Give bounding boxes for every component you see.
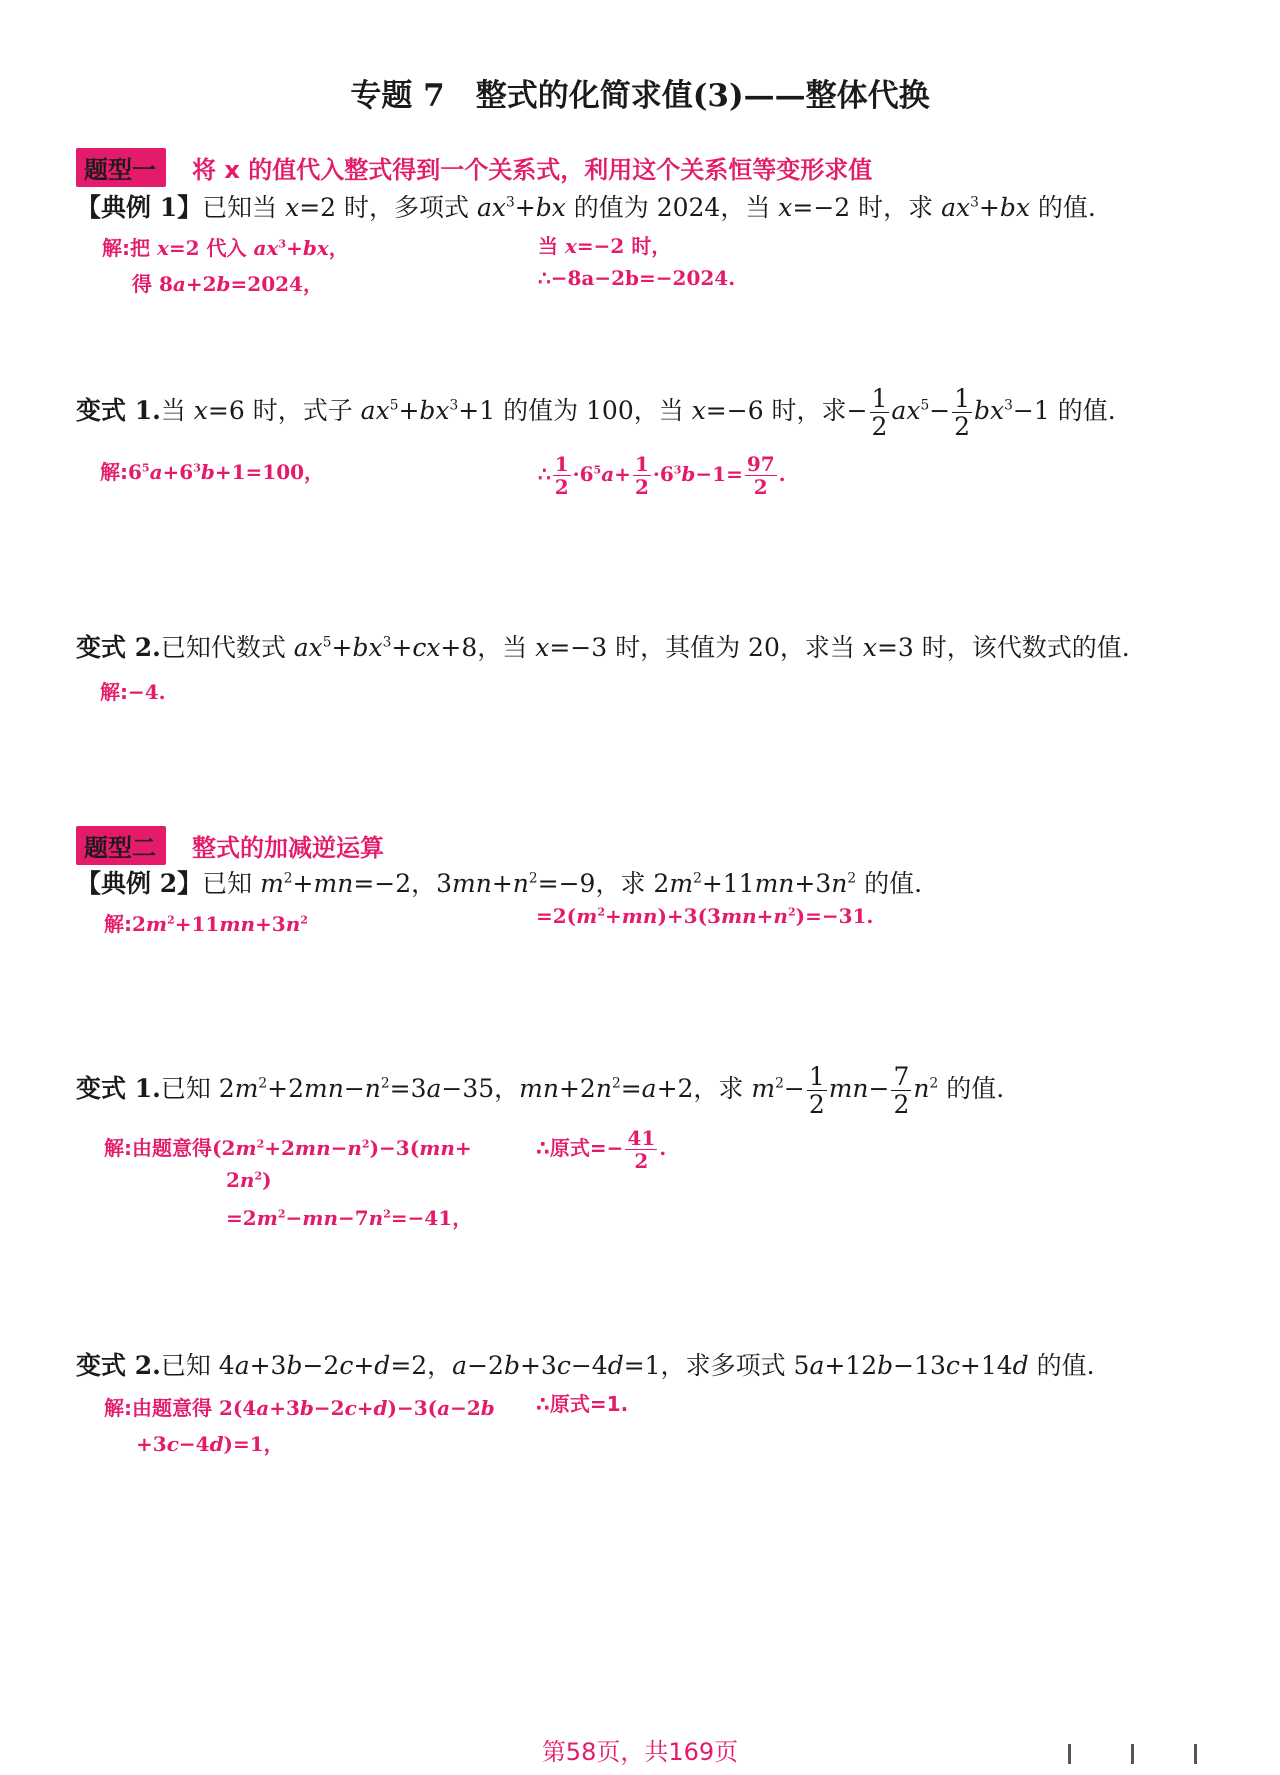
s2-variant-2-solution-right: ∴原式=1. — [536, 1392, 629, 1416]
page-number: 第58页，共169页 — [541, 1738, 739, 1766]
s1-variant-1-solution-right: ∴ $\frac{1}{2}$ $\cdot 6^5a+$ $\frac{1}{2}$ $\cdot 6^3b-1=$ $\frac{97}{2}$ . — [538, 452, 786, 499]
s2-variant-1-solution-right: ∴原式=− $\frac{41}{2}$ . — [536, 1126, 667, 1173]
s2-variant-2-question: 变式 2.已知 4a+3b−2c+d=2，a−2b+3c−4d=1，求多项式 5a+12b−13c+14d 的值. — [76, 1351, 1095, 1380]
s2-variant-1-solution-line-2: $2n^2$) — [226, 1168, 272, 1192]
section-1-title: 将 x 的值代入整式得到一个关系式，利用这个关系恒等变形求值 — [192, 156, 873, 184]
section-1-header — [76, 148, 872, 187]
example-1-label: 【典例 1】 — [76, 193, 203, 222]
section-1-tag: 题型一 — [76, 148, 166, 187]
s2-variant-1-solution-line-3: $=2m^2-mn-7n^2=-41$， — [226, 1206, 473, 1230]
s1-variant-1-question: 变式 1.当 x=6 时，式子 $ax^5+bx^3+1$ 的值为 100，当 x=−6 时，求− $\frac{1}{2}$ $ax^5-$ $\frac{1}{2}$ $bx^3-1$ 的值. — [76, 384, 1116, 441]
s2-variant-1-solution-line-1: 解:由题意得$(2m^2+2mn-n^2)-3(mn+$ — [104, 1136, 472, 1160]
s1-variant-2-question: 变式 2.已知代数式 $ax^5+bx^3+cx+8$，当 x=−3 时，其值为 20，求当 x=3 时，该代数式的值. — [76, 633, 1130, 662]
example-1-solution-line-2: 得 8a+2b=2024， — [132, 272, 323, 296]
section-2-title: 整式的加减逆运算 — [192, 834, 384, 862]
example-2-question: 【典例 2】已知 $m^2+mn=-2$，$3mn+n^2=-9$，求 $2m^2+11mn+3n^2$ 的值. — [76, 869, 923, 898]
example-2-solution-left: 解$:2m^2+11mn+3n^2$ — [104, 912, 308, 936]
s2-variant-2-solution-line-1: 解:由题意得 2(4a+3b−2c+d)−3(a−2b — [104, 1396, 495, 1420]
example-1-solution-right-2: ∴−8a−2b=−2024. — [538, 266, 736, 290]
s1-variant-1-solution-left: 解$:6^5a+6^3b+1=100$， — [100, 460, 325, 484]
example-2-solution-right: $=2(m^2+mn)+3(3mn+n^2)=-31$. — [536, 904, 874, 928]
s1-variant-2-solution: 解:−4. — [100, 680, 166, 704]
example-1-question: 【典例 1】已知当 x=2 时，多项式 $ax^3+bx$ 的值为 2024，当 x=−2 时，求 $ax^3+bx$ 的值. — [76, 193, 1096, 222]
example-1-solution-line-1: 解:把 x=2 代入 $ax^3+bx$， — [102, 236, 349, 260]
example-1-solution-right-1: 当 x=−2 时， — [538, 234, 672, 258]
page-title: 专题 7 整式的化简求值(3)——整体代换 — [350, 78, 930, 114]
section-2-tag: 题型二 — [76, 826, 166, 865]
s2-variant-2-solution-line-2: +3c−4d)=1， — [136, 1432, 284, 1456]
s2-variant-1-question: 变式 1.已知 $2m^2+2mn-n^2=3a-35$，$mn+2n^2=a+2$，求 $m^2-$ $\frac{1}{2}$ mn− $\frac{7}{2}$ $n^2$ 的值. — [76, 1062, 1005, 1119]
section-2-header — [76, 826, 384, 865]
